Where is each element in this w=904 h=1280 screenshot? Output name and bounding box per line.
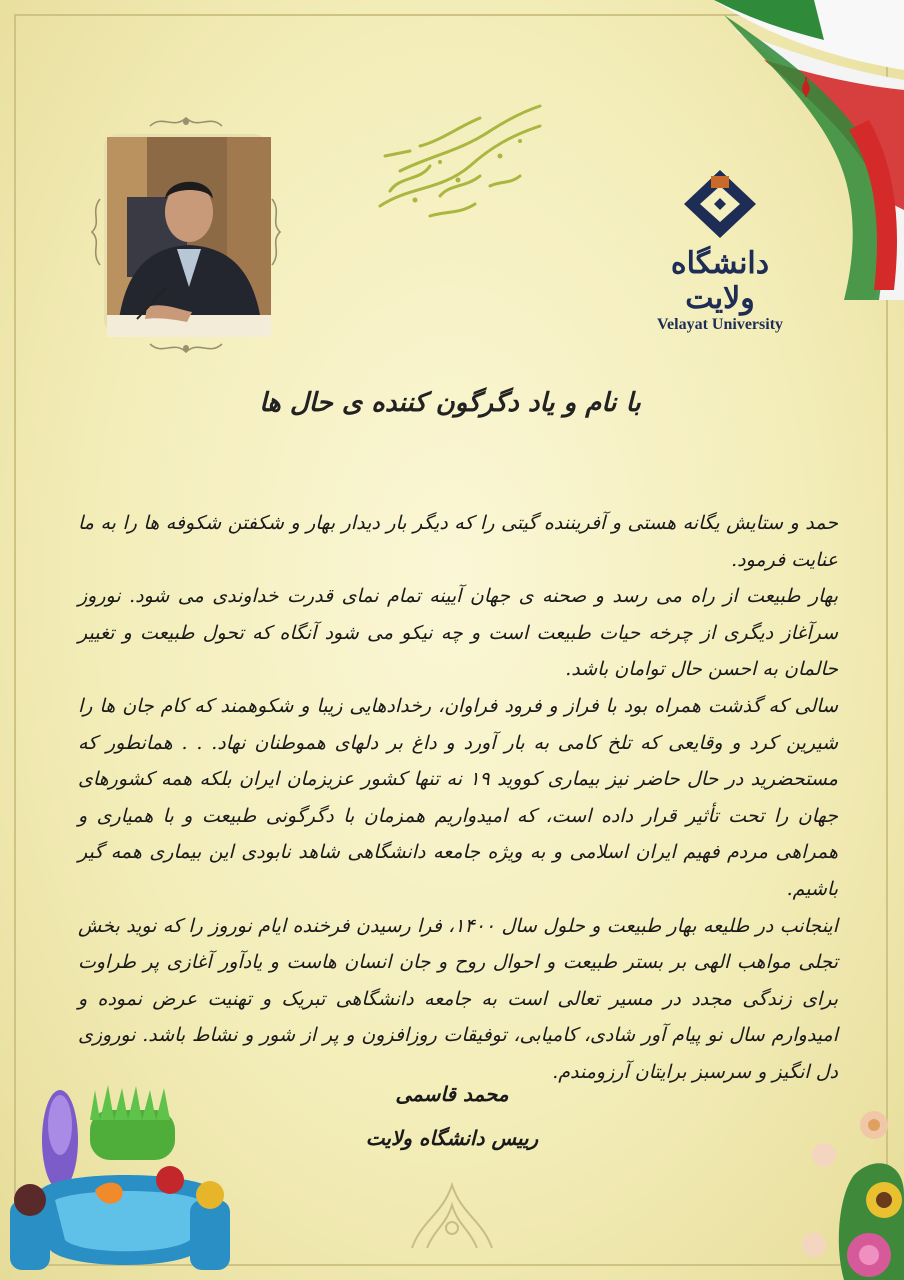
paragraph-2: بهار طبیعت از راه می رسد و صحنه ی جهان آیینه تمام نمای قدرت خداوندی می شود. نوروز سرآغاز دیگری از چرخه حیات طبیعت است و چه نیکو می شود آنگاه که تحول طبیعت و تغییر حالمان به احسن حال توامان باشد. — [78, 585, 838, 681]
ornament-top-icon — [148, 112, 224, 132]
university-logo — [640, 168, 800, 334]
paragraph-3: سالی که گذشت همراه بود با فراز و فرود فراوان، رخدادهایی زیبا و شکوهمند که کام جان ها را شیرین کرد و وقایعی که تلخ کامی به بار آورد و داغ بر دلهای هموطنان نهاد. . . همانطور که مستحضرید در حال حاضر نیز بیماری کووید ۱۹ نه تنها کشور عزیزمان ایران بلکه همه کشورهای جهان را تحت تأثیر قرار داده است، که امیدواریم همزمان با دگرگونی طبیعت و با همیاری و همراهی مردم فهیم ایران اسلامی و به ویژه جامعه دانشگاهی شاهد نابودی این بیماری همه گیر باشیم. — [78, 694, 838, 900]
letter-title: با نام و یاد دگرگون کننده ی حال ها — [259, 388, 641, 418]
signature-role: رییس دانشگاه ولایت — [365, 1126, 539, 1150]
letter-body — [78, 505, 838, 1091]
paragraph-1: حمد و ستایش یگانه هستی و آفریننده گیتی را که دیگر بار دیدار بهار و شکفتن شکوفه ها را به ما عنایت فرمود. — [78, 512, 838, 571]
logo-text-en: Velayat University — [656, 316, 784, 333]
ornament-left-icon — [88, 197, 104, 267]
calligraphy-icon — [370, 81, 550, 226]
calligraphy-text: یا مقلب القلوب و الابصار — [370, 81, 536, 100]
paragraph-4: اینجانب در طلیعه بهار طبیعت و حلول سال ۱۴۰۰، فرا رسیدن فرخنده ایام نوروز را که نوید بخش تجلی مواهب الهی بر بستر طبیعت و احوال روح و جان انسان هاست و یادآور آغازی پر طراوت برای زندگی مجدد در مسیر تعالی است به جامعه دانشگاهی تبریک و تهنیت عرض نموده و امیدوارم سال نو پیام آور شادی، کامیابی، توفیقات روزافزون و پر از شور و نشاط باشد. نوروزی دل انگیز و سرسبز برایتان آرزومندم. — [78, 914, 839, 1083]
flowers-decoration-icon — [794, 1095, 904, 1280]
signature — [352, 1072, 552, 1160]
haft-sin-decoration-icon — [0, 1080, 240, 1280]
portrait-photo — [104, 134, 268, 334]
portrait-frame — [88, 112, 284, 358]
ornament-bottom-icon — [148, 338, 224, 358]
bottom-ornament-icon — [402, 1180, 502, 1250]
signature-name: محمد قاسمی — [395, 1082, 509, 1106]
university-logo-icon — [682, 168, 758, 240]
logo-text-fa: دانشگاه ولایت — [670, 246, 770, 316]
